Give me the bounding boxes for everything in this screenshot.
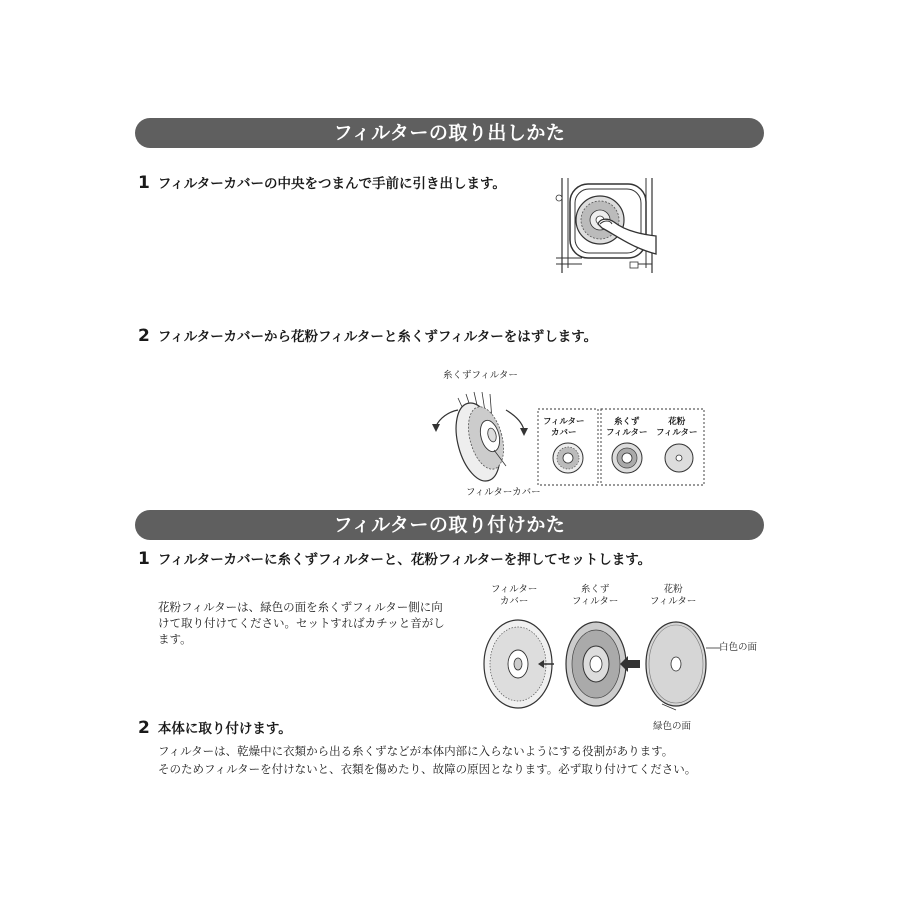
step-number: 1: [138, 173, 150, 193]
assembly-label-pollen: 花粉 フィルター: [650, 584, 697, 607]
green-side-label: 緑色の面: [653, 721, 692, 732]
filter-cover-label: フィルターカバー: [466, 487, 541, 498]
step-text: フィルターカバーの中央をつまんで手前に引き出します。: [157, 176, 506, 192]
section-title-attach: フィルターの取り付けかた: [333, 514, 566, 536]
step-text: フィルターカバーから花粉フィルターと糸くずフィルターをはずします。: [157, 329, 598, 345]
section-banner-remove: [135, 118, 764, 148]
remove-step-2: [138, 325, 597, 346]
attach-step2-note-line2: そのためフィルターを付けないと、衣類を傷めたり、故障の原因となります。必ず取り付けてください。: [158, 762, 697, 776]
machine-pull-illustration: [552, 178, 662, 278]
assembly-label-cover: フィルター カバー: [491, 584, 538, 607]
white-side-label: 白色の面: [719, 642, 758, 653]
step-number: 2: [138, 718, 150, 738]
attach-step-2: [138, 717, 292, 738]
remove-step-1: [138, 172, 506, 193]
step-number: 1: [138, 549, 150, 569]
attach-step2-note-line1: フィルターは、乾燥中に衣類から出る糸くずなどが本体内部に入らないようにする役割があります。: [158, 744, 674, 758]
assembly-label-lint: 糸くず フィルター: [572, 584, 619, 607]
step-number: 2: [138, 326, 150, 346]
filter-disassembly-illustration: [428, 380, 548, 490]
attach-note: 花粉フィルターは、緑色の面を糸くずフィルター側に向けて取り付けてください。セットすればカチッと音がします。: [158, 600, 445, 646]
box-label-pollen: 花粉 フィルター: [656, 417, 698, 438]
box-label-cover: フィルター カバー: [543, 417, 585, 438]
filter-assembly-illustration: [480, 612, 730, 712]
step-text: 本体に取り付けます。: [157, 721, 292, 737]
lint-filter-label: 糸くずフィルター: [443, 370, 518, 381]
box-label-lint: 糸くず フィルター: [606, 417, 648, 438]
attach-step-1: [138, 548, 651, 569]
section-title-remove: フィルターの取り出しかた: [333, 122, 566, 144]
section-banner-attach: [135, 510, 764, 540]
step-text: フィルターカバーに糸くずフィルターと、花粉フィルターを押してセットします。: [157, 552, 652, 568]
